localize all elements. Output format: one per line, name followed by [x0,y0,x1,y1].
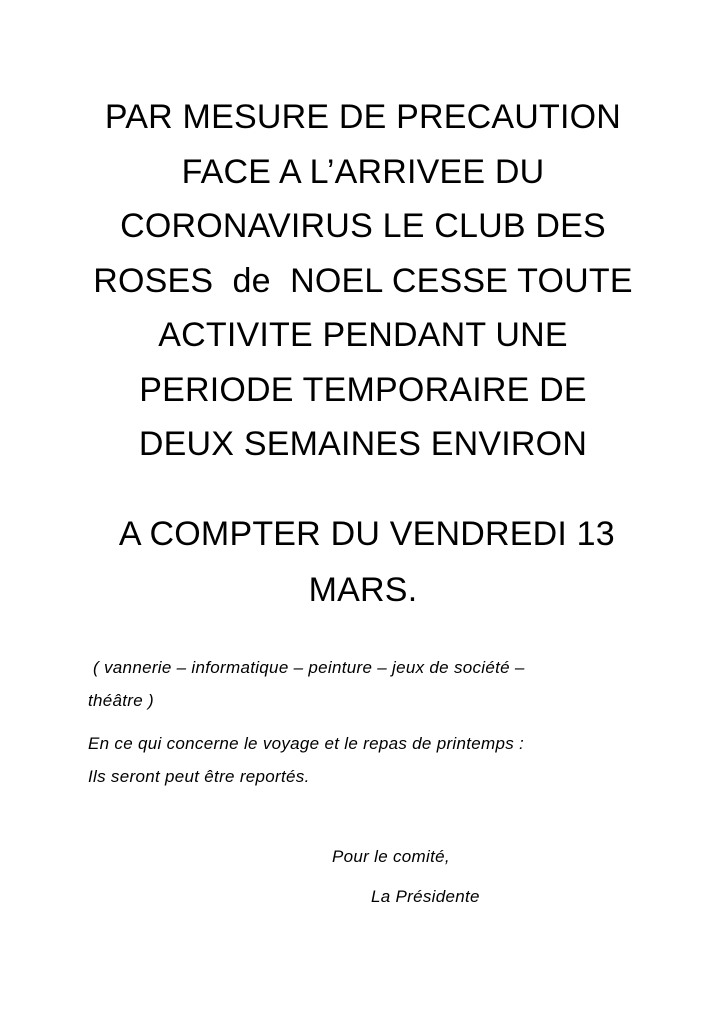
signature-president: La Présidente [371,887,480,906]
heading-line: CORONAVIRUS LE CLUB DES [120,207,606,245]
travel-line: En ce qui concerne le voyage et le repas de printemps : [88,734,525,753]
signature-committee: Pour le comité, [332,847,450,866]
heading-line: FACE A L’ARRIVEE DU [181,152,545,191]
date-line: A COMPTER DU VENDREDI 13 [111,515,615,553]
date-line: MARS. [308,571,418,609]
heading-line: DEUX SEMAINES ENVIRON [138,425,588,463]
travel-note [88,727,648,793]
heading-line: ACTIVITE PENDANT UNE [158,316,568,354]
activities-line: ( vannerie – informatique – peinture – jeux de société – [88,658,525,677]
activities-list [88,651,648,717]
start-date [80,506,646,618]
notice-heading [80,90,646,472]
heading-line: PERIODE TEMPORAIRE DE [139,370,587,409]
travel-line: Ils seront peut être reportés. [88,767,310,786]
heading-line: ROSES de NOEL CESSE TOUTE [93,261,633,300]
activities-line: théâtre ) [88,691,155,710]
heading-line: PAR MESURE DE PRECAUTION [104,98,622,136]
